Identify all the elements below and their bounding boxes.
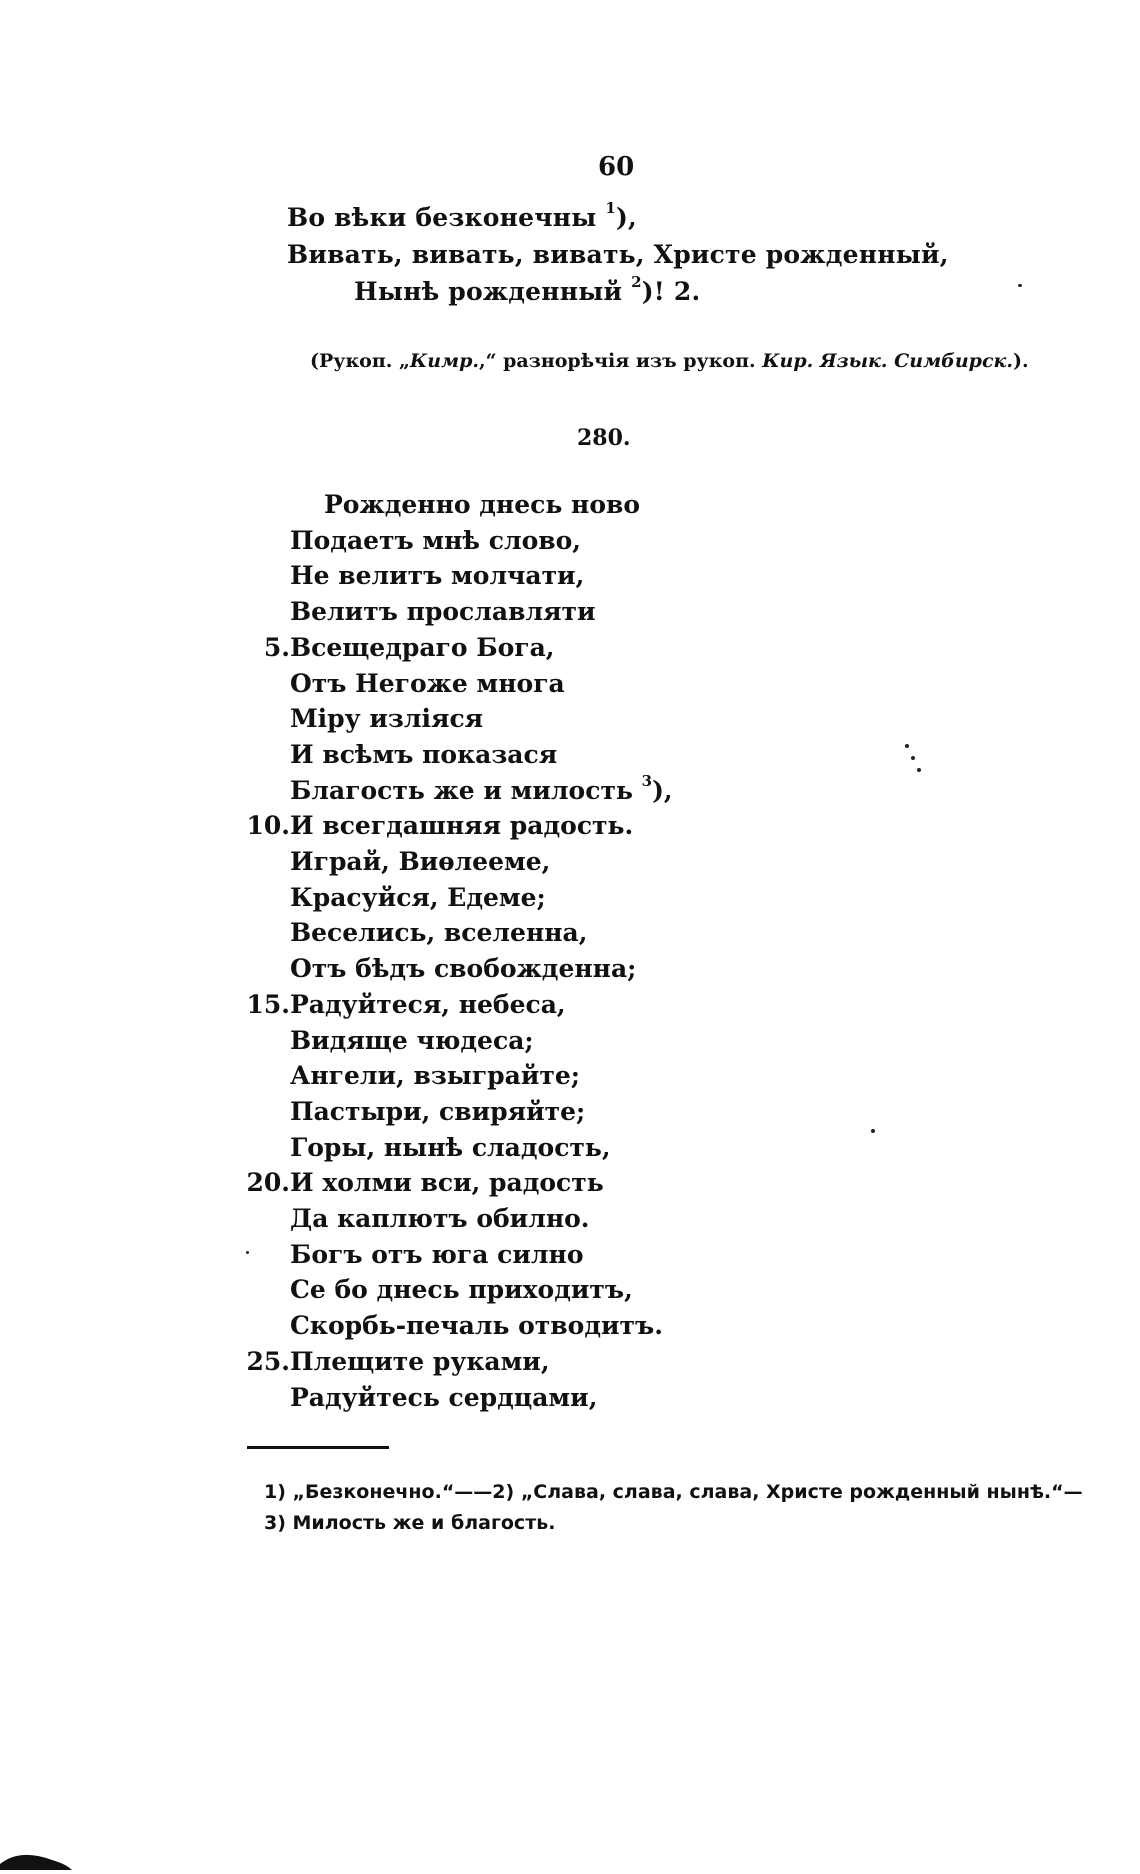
line-text: И всѣмъ показася xyxy=(290,739,558,769)
line-number: 15. xyxy=(246,989,290,1019)
line-text: Да каплютъ обилно. xyxy=(290,1204,590,1233)
footnote-ref: 1 xyxy=(605,199,617,217)
source-ms1: Кимр. xyxy=(409,350,479,372)
line-number: 10. xyxy=(246,811,290,841)
line-text: Красуйся, Едеме; xyxy=(290,882,546,912)
page-number: 60 xyxy=(598,152,635,182)
line-text: Всещедраго Бога, xyxy=(290,632,555,662)
line-text: Рожденно днесь ново xyxy=(324,490,641,519)
print-speck xyxy=(911,756,915,760)
line-text: Благость же и милость $^3$), xyxy=(290,771,673,805)
line-text: Подаетъ мнѣ слово, xyxy=(290,525,581,555)
source-note: (Рукоп. „Кимр.,“ разнорѣчія изъ рукоп. Кир. Язык. Симбирск.). xyxy=(310,350,1029,372)
opening-line-3: Нынѣ рожденный $^2$)! 2. xyxy=(354,273,701,306)
print-speck xyxy=(1018,284,1022,287)
scan-edge-mark xyxy=(0,1830,80,1870)
print-speck xyxy=(917,768,921,772)
footnote-ref: 2 xyxy=(631,273,642,291)
line-text: Пастыри, свиряйте; xyxy=(290,1096,586,1126)
print-speck xyxy=(905,744,909,748)
opening-line-1: Во вѣки безконечны $^1$), xyxy=(287,199,637,232)
line-text: Радуйтеся, небеса, xyxy=(290,989,566,1019)
line-text: Отъ Негоже многа xyxy=(290,668,565,698)
footnote-ref: 3 xyxy=(641,771,653,790)
footnote-1-2: 1) „Безконечно.“——2) „Слава, слава, слава, Христе рожденный нынѣ.“— xyxy=(264,1481,1083,1503)
line-number: 20. xyxy=(246,1168,290,1198)
line-text: Играй, Виѳлееме, xyxy=(290,847,551,876)
opening-line-2: Вивать, вивать, вивать, Христе рожденный, xyxy=(287,240,949,269)
line-text: Плещите руками, xyxy=(290,1346,550,1376)
line-text: Скорбь-печаль отводитъ. xyxy=(290,1311,663,1341)
line-text: И всегдашняя радость. xyxy=(290,811,634,841)
line-text: Богъ отъ юга силно xyxy=(290,1239,584,1269)
line-text: Не велитъ молчати, xyxy=(290,561,585,591)
line-number: 25. xyxy=(246,1346,290,1376)
poem-number: 280. xyxy=(577,425,631,451)
line-text: Веселись, вселенна, xyxy=(290,918,588,948)
line-text: И холми вси, радость xyxy=(290,1168,604,1198)
line-number: 5. xyxy=(263,632,290,662)
footnote-3: 3) Милость же и благость. xyxy=(264,1512,556,1534)
source-ms2: Кир. Язык. Симбирск. xyxy=(762,350,1014,372)
footnote-divider xyxy=(247,1446,389,1449)
line-text: Міру изліяся xyxy=(290,704,484,734)
print-speck xyxy=(246,1251,249,1254)
line-text: Видяще чюдеса; xyxy=(290,1025,534,1055)
line-text: Ангели, взыграйте; xyxy=(290,1061,581,1091)
line-text: Горы, нынѣ сладость, xyxy=(290,1132,611,1162)
line-text: Радуйтесь сердцами, xyxy=(290,1382,598,1412)
line-text: Велитъ прославляти xyxy=(290,597,596,627)
line-text: Се бо днесь приходитъ, xyxy=(290,1275,633,1305)
line-text: Отъ бѣдъ свобожденна; xyxy=(290,954,637,984)
print-speck xyxy=(871,1129,875,1133)
